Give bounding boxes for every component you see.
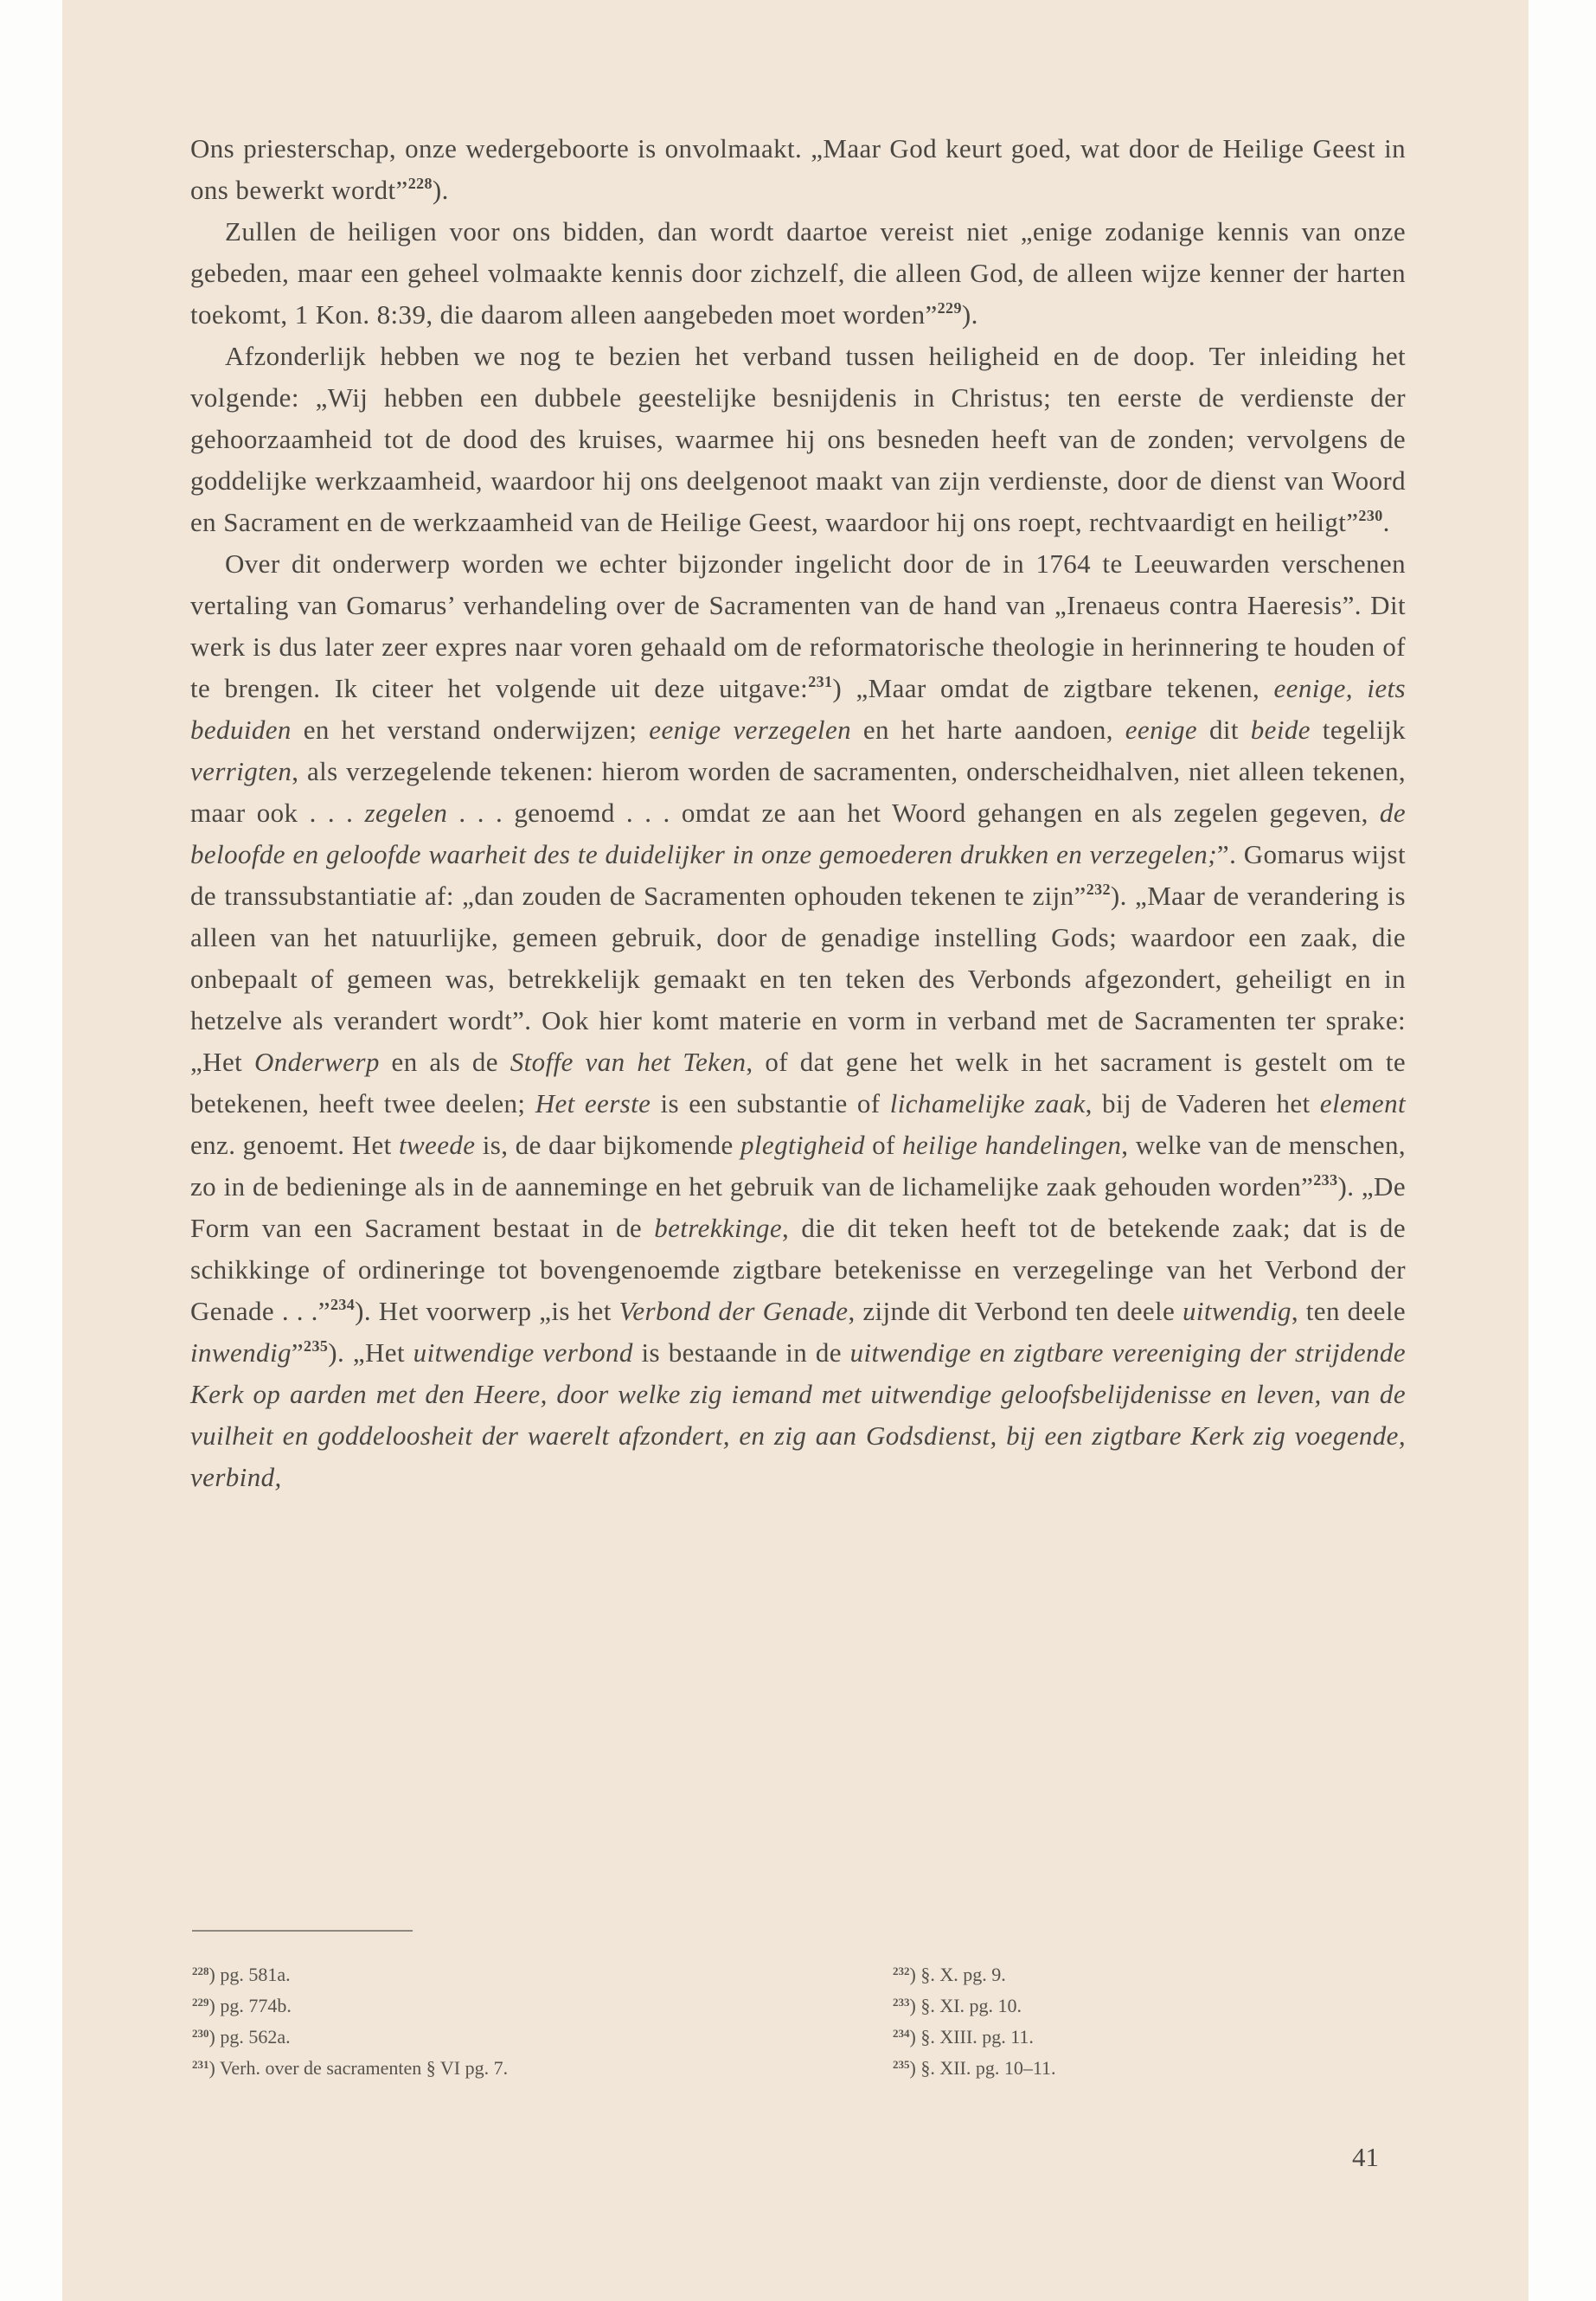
italic-text: heilige handelingen [902, 1130, 1122, 1160]
text-run: . . . genoemd . . . omdat ze aan het Woord gehangen en als zegelen gegeven, [447, 798, 1380, 828]
text-run: Afzonderlijk hebben we nog te bezien het verband tussen heiligheid en de doop. Ter inleiding het volgende: „Wij hebben een dubbele geestelijke besnijdenis in Christus; ten eerste de verdienste der gehoorzaamheid tot de dood des kruises, waarmee hij ons besneden heeft van de zonden; vervolgens de goddelijke werkzaamheid, waardoor hij ons deelgenoot maakt van zijn verdienste, door de dienst van Woord en Sacrament en de werkzaamheid van de Heilige Geest, waardoor hij ons roept, rechtvaardigt en heiligt” [190, 341, 1406, 537]
text-run: ). Het voorwerp „is het [355, 1296, 619, 1326]
footnotes-right-column [893, 1959, 1377, 2084]
italic-text: Het eerste [535, 1088, 651, 1118]
text-run: en als de [379, 1047, 510, 1077]
italic-text: verrigten [190, 756, 292, 786]
footnote-number: 234 [893, 2027, 910, 2040]
text-run: ). [432, 175, 449, 205]
footnote-text: ) §. XI. pg. 10. [909, 1995, 1022, 2016]
text-run: Ons priesterschap, onze wedergeboorte is onvolmaakt. „Maar God keurt goed, wat door de Heilige Geest in ons bewerkt wordt” [190, 133, 1406, 205]
footnote [192, 1959, 676, 1990]
footnote-number: 230 [192, 2027, 209, 2040]
text-run: ”. Gomarus wijst de transsubstantiatie af: „dan zouden de Sacramenten ophouden tekenen te zijn” [190, 839, 1406, 911]
page-number: 41 [1352, 2142, 1379, 2172]
paragraph [190, 543, 1406, 1498]
text-run: ). „Maar de verandering is alleen van het natuurlijke, gemeen gebruik, door de genadige instelling Gods; waardoor een zaak, die onbepaalt of gemeen was, betrekkelijk gemaakt en ten teken des Verbonds afgezondert, geheiligt en in hetzelve als verandert wordt”. Ook hier komt materie en vorm in verband met de Sacramenten ter sprake: „Het [190, 881, 1406, 1077]
footnote-number: 228 [192, 1965, 209, 1977]
text-run: enz. genoemt. Het [190, 1130, 399, 1160]
text-run: . [1382, 507, 1390, 537]
italic-text: de beloofde en geloofde waarheit des te duidelijker in onze gemoederen drukken en verzegelen; [190, 798, 1406, 869]
text-run: dit [1197, 715, 1251, 745]
italic-text: tweede [398, 1130, 476, 1160]
italic-text: lichamelijke zaak [889, 1088, 1086, 1118]
text-run: , die dit teken heeft tot de betekende zaak; dat is de schikkinge of ordineringe tot bovengenoemde zigtbare betekenisse en verzegelinge van het Verbond der Genade . . .” [190, 1213, 1406, 1326]
footnote-number: 232 [893, 1965, 910, 1977]
footnote-ref: 235 [304, 1337, 329, 1355]
italic-text: uitwendig [1182, 1296, 1292, 1326]
text-run: is bestaande in de [632, 1337, 850, 1368]
text-run: , ten deele [1291, 1296, 1406, 1326]
footnote [192, 1990, 676, 2022]
footnote [893, 1959, 1377, 1990]
text-run: is, de daar bijkomende [475, 1130, 740, 1160]
footnote-text: ) pg. 581a. [208, 1964, 291, 1985]
text-run: is een substantie of [651, 1088, 890, 1118]
footnote-text: ) Verh. over de sacramenten § VI pg. 7. [208, 2057, 509, 2079]
text-run: , bij de Vaderen het [1085, 1088, 1320, 1118]
body-text [190, 128, 1406, 1498]
text-run: ). [961, 299, 978, 330]
italic-text: Verbond der Genade [619, 1296, 849, 1326]
text-run: , of dat gene het welk in het sacrament is gestelt om te betekenen, heeft twee deelen; [190, 1047, 1407, 1118]
italic-text: Onderwerp [253, 1047, 380, 1077]
footnote-text: ) §. XII. pg. 10–11. [909, 2057, 1056, 2079]
footnote-text: ) §. X. pg. 9. [909, 1964, 1006, 1985]
footnote [192, 2053, 676, 2084]
footnote-ref: 231 [808, 673, 833, 690]
paragraph [190, 211, 1406, 336]
text-run: tegelijk [1310, 715, 1406, 745]
italic-text: beide [1250, 715, 1311, 745]
footnote [893, 1990, 1377, 2022]
text-run: ” [291, 1337, 304, 1368]
italic-text: eenige verzegelen [649, 715, 851, 745]
text-run: ). „Het [328, 1337, 413, 1368]
italic-text: inwendig [190, 1337, 292, 1368]
text-run: ). „De Form van een Sacrament bestaat in de [190, 1171, 1406, 1243]
footnote-ref: 233 [1313, 1171, 1338, 1189]
footnotes-left-column [192, 1959, 676, 2084]
text-run: en het verstand onderwijzen; [291, 715, 650, 745]
footnote-text: ) pg. 562a. [208, 2026, 291, 2048]
footnote-ref: 228 [407, 175, 433, 192]
italic-text: element [1319, 1088, 1406, 1118]
text-run: Over dit onderwerp worden we echter bijzonder ingelicht door de in 1764 te Leeuwarden verschenen vertaling van Gomarus’ verhandeling over de Sacramenten van de hand van „Irenaeus contra Haeresis”. Dit werk is dus later zeer expres naar voren gehaald om de reformatorische theologie in herinnering te houden of te brengen. Ik citeer het volgende uit deze uitgave: [190, 548, 1406, 703]
footnote-number: 231 [192, 2058, 209, 2071]
italic-text: zegelen [364, 798, 448, 828]
italic-text: plegtigheid [740, 1130, 865, 1160]
footnote-rule [192, 1930, 413, 1932]
text-run: , als verzegelende tekenen: hierom worden de sacramenten, onderscheidhalven, niet alleen tekenen, maar ook . . . [190, 756, 1406, 828]
footnote-ref: 229 [937, 299, 962, 317]
text-run: Zullen de heiligen voor ons bidden, dan wordt daartoe vereist niet „enige zodanige kennis van onze gebeden, maar een geheel volmaakte kennis door zichzelf, die alleen God, de alleen wijze kenner der harten toekomt, 1 Kon. 8:39, die daarom alleen aangebeden moet worden” [190, 216, 1406, 330]
footnote-number: 235 [893, 2058, 910, 2071]
italic-text: eenige [1125, 715, 1198, 745]
footnote [893, 2022, 1377, 2053]
text-run: en het harte aandoen, [851, 715, 1125, 745]
text-run: , welke van de menschen, zo in de bedieninge als in de aanneminge en het gebruik van de lichamelijke zaak gehouden worden” [190, 1130, 1406, 1202]
paragraph [190, 128, 1406, 211]
footnote-text: ) §. XIII. pg. 11. [909, 2026, 1034, 2048]
paragraph [190, 336, 1406, 543]
text-run: ) „Maar omdat de zigtbare tekenen, [832, 673, 1274, 703]
footnote-text: ) pg. 774b. [208, 1995, 292, 2016]
text-run: , zijnde dit Verbond ten deele [848, 1296, 1183, 1326]
italic-text: eenige, iets beduiden [190, 673, 1406, 745]
footnote-number: 229 [192, 1996, 209, 2009]
italic-text: uitwendige en zigtbare vereeniging der strijdende Kerk op aarden met den Heere, door welke zig iemand met uitwendige geloofsbelijdenisse en leven, van de vuilheit en goddeloosheit der waerelt afzondert, en zig aan Godsdienst, bij een zigtbare Kerk zig voegende, verbind, [190, 1337, 1406, 1492]
footnote-number: 233 [893, 1996, 910, 2009]
footnote-ref: 234 [330, 1296, 356, 1313]
footnote [893, 2053, 1377, 2084]
italic-text: Stoffe van het Teken [510, 1047, 747, 1077]
text-run: of [864, 1130, 903, 1160]
italic-text: uitwendige verbond [413, 1337, 633, 1368]
footnote-ref: 232 [1086, 881, 1111, 898]
footnote [192, 2022, 676, 2053]
footnote-ref: 230 [1358, 507, 1383, 524]
italic-text: betrekkinge [654, 1213, 783, 1243]
